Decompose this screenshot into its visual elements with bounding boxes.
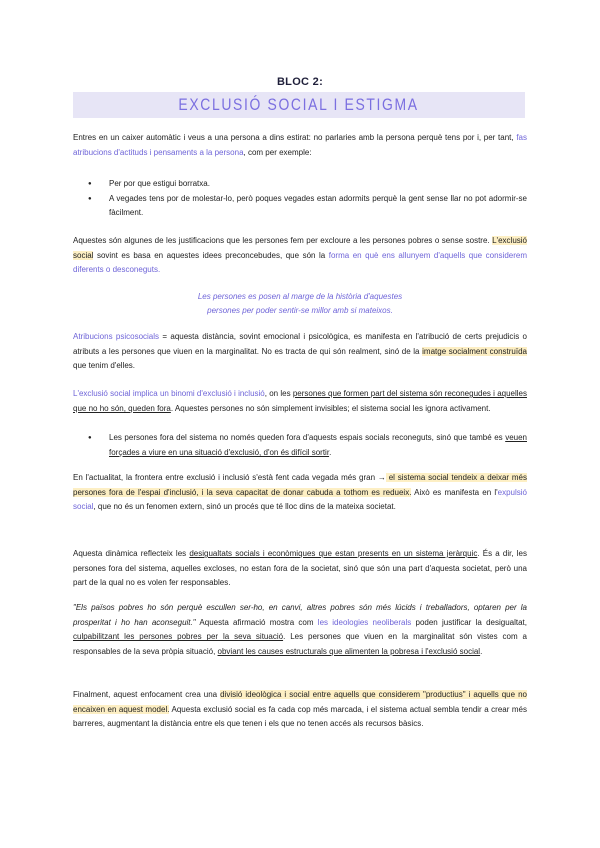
paragraph-current (73, 471, 527, 515)
text: Finalment, aquest enfocament crea una (73, 690, 221, 699)
text: Aquestes són algunes de les justificacions que les persones fem per excloure a les persones pobres o sense sostre. (73, 236, 493, 245)
quote-block (73, 290, 527, 318)
text: Això es manifesta en l' (411, 487, 498, 497)
title-banner (73, 92, 525, 118)
paragraph-dynamics (73, 547, 527, 591)
text: que tenim d'elles. (73, 361, 136, 371)
term: Atribucions psicosocials (73, 332, 160, 341)
list-item: ● Per por que estigui borratxa. (73, 177, 527, 192)
list-item: ● A vegades tens por de molestar-lo, però poques vegades estan adormits perquè la gent sense llar no pot adormir-se fàcilment. (73, 192, 527, 221)
text: En l'actualitat, la frontera entre exclusió i inclusió s'està fent cada vegada més gran (73, 473, 378, 482)
quote-line: persones per poder sentir-se millor amb si mateixos. (207, 306, 393, 315)
highlight-text: divisió ideològica i social entre aquells que considerem "productius" i aquells que no encaixen en aquest model. (73, 690, 527, 714)
underlined-text: obviant les causes estructurals que alimenten la pobresa i l'exclusió social (217, 646, 481, 656)
underlined-text: persones que formen part del sistema són reconegudes i aquelles que no ho són, queden fora (73, 389, 527, 413)
bullet-list-1 (73, 177, 527, 221)
text: . Les persones que viuen en la marginalitat són vistes com a responsables de la seva pròpia situació, (73, 632, 528, 656)
highlight-text: L'exclusió social (73, 236, 527, 260)
text: . Aquestes persones no són simplement invisibles; el sistema social les ignora activament. (170, 403, 491, 413)
text: poden justificar la desigualtat, (411, 617, 527, 627)
term: L'exclusió social implica un binomi d'exclusió i inclusió (73, 389, 265, 398)
text: = aquesta distància, sovint emocional i psicològica, es manifesta en l'atribució de certs prejudicis o atributs a les persones que viuen en la marginalitat. No es tracta de qui són realment, sinó de la (73, 332, 527, 356)
highlight-text: el sistema social tendeix a deixar més persones fora de l'espai d'inclusió, i la seva capacitat de donar cabuda a tothom es redueix. (73, 473, 527, 497)
list-item (73, 431, 527, 460)
text: . (480, 646, 483, 656)
paragraph-exclusion (73, 234, 527, 278)
term: expulsió social (73, 487, 527, 512)
arrow-icon: → (377, 473, 386, 482)
text: sovint es basa en aquestes idees preconcebudes, que són la (93, 250, 329, 260)
text: , on les (264, 389, 293, 398)
paragraph-psychosocial (73, 330, 527, 374)
paragraph-neoliberal (73, 601, 527, 659)
highlight-text: imatge socialment construïda (422, 346, 527, 356)
underlined-text: culpabilitzant les persones pobres per la seva situació (73, 632, 284, 642)
highlight-text: fas atribucions d'actituds i pensaments a la persona (73, 133, 527, 157)
text: Aquesta exclusió social es fa cada cop més marcada, i el sistema actual sembla tendir a crear més barreres, augmentant la distància entre els que tenen i els que no tenen accés als recursos bàsics. (73, 704, 528, 729)
text: Aquesta dinàmica reflecteix les (73, 549, 190, 558)
quote-line: Les persones es posen al marge de la història d'aquestes (197, 292, 403, 301)
page-title: EXCLUSIÓ SOCIAL I ESTIGMA (178, 95, 420, 114)
text: , com per exemple: (243, 147, 312, 157)
text: Aquesta afirmació mostra com (195, 617, 318, 627)
quoted-text: "Els països pobres ho són perquè escullen ser-ho, en canvi, altres pobres són més lúcids i treballadors, optaren per la prosperitat i ho han aconseguit." (73, 603, 527, 627)
text: Les persones fora del sistema no només queden fora d'aquests espais socials reconeguts, sinó que també es (109, 433, 506, 442)
underlined-text: veuen forçades a viure en una situació d'exclusió, d'on és difícil sortir (109, 433, 527, 457)
term: les ideologies neoliberals (317, 617, 412, 627)
paragraph-binomial (73, 387, 527, 416)
highlight-text: forma en què ens allunyem d'aquells que considerem diferents o desconeguts. (73, 250, 527, 275)
paragraph-intro (73, 131, 527, 160)
text: Entres en un caixer automàtic i veus a una persona a dins estirat: no parlaries amb la persona perquè tens por i, per tant, (73, 133, 517, 142)
paragraph-conclusion (73, 688, 527, 732)
bullet-list-2 (73, 431, 527, 460)
text: . (329, 447, 332, 457)
underlined-text: desigualtats socials i econòmiques que estan presents en un sistema jeràrquic (189, 549, 478, 558)
bloc-heading: BLOC 2: (276, 76, 324, 88)
text: . És a dir, les persones fora del sistema, aquelles excloses, no estan fora de la societat, sinó que són una part d'aquesta societat, però una part de la qual no es volen fer responsables. (73, 549, 528, 588)
text: , que no és un fenomen extern, sinó un procés que té lloc dins de la mateixa societat. (93, 502, 396, 512)
